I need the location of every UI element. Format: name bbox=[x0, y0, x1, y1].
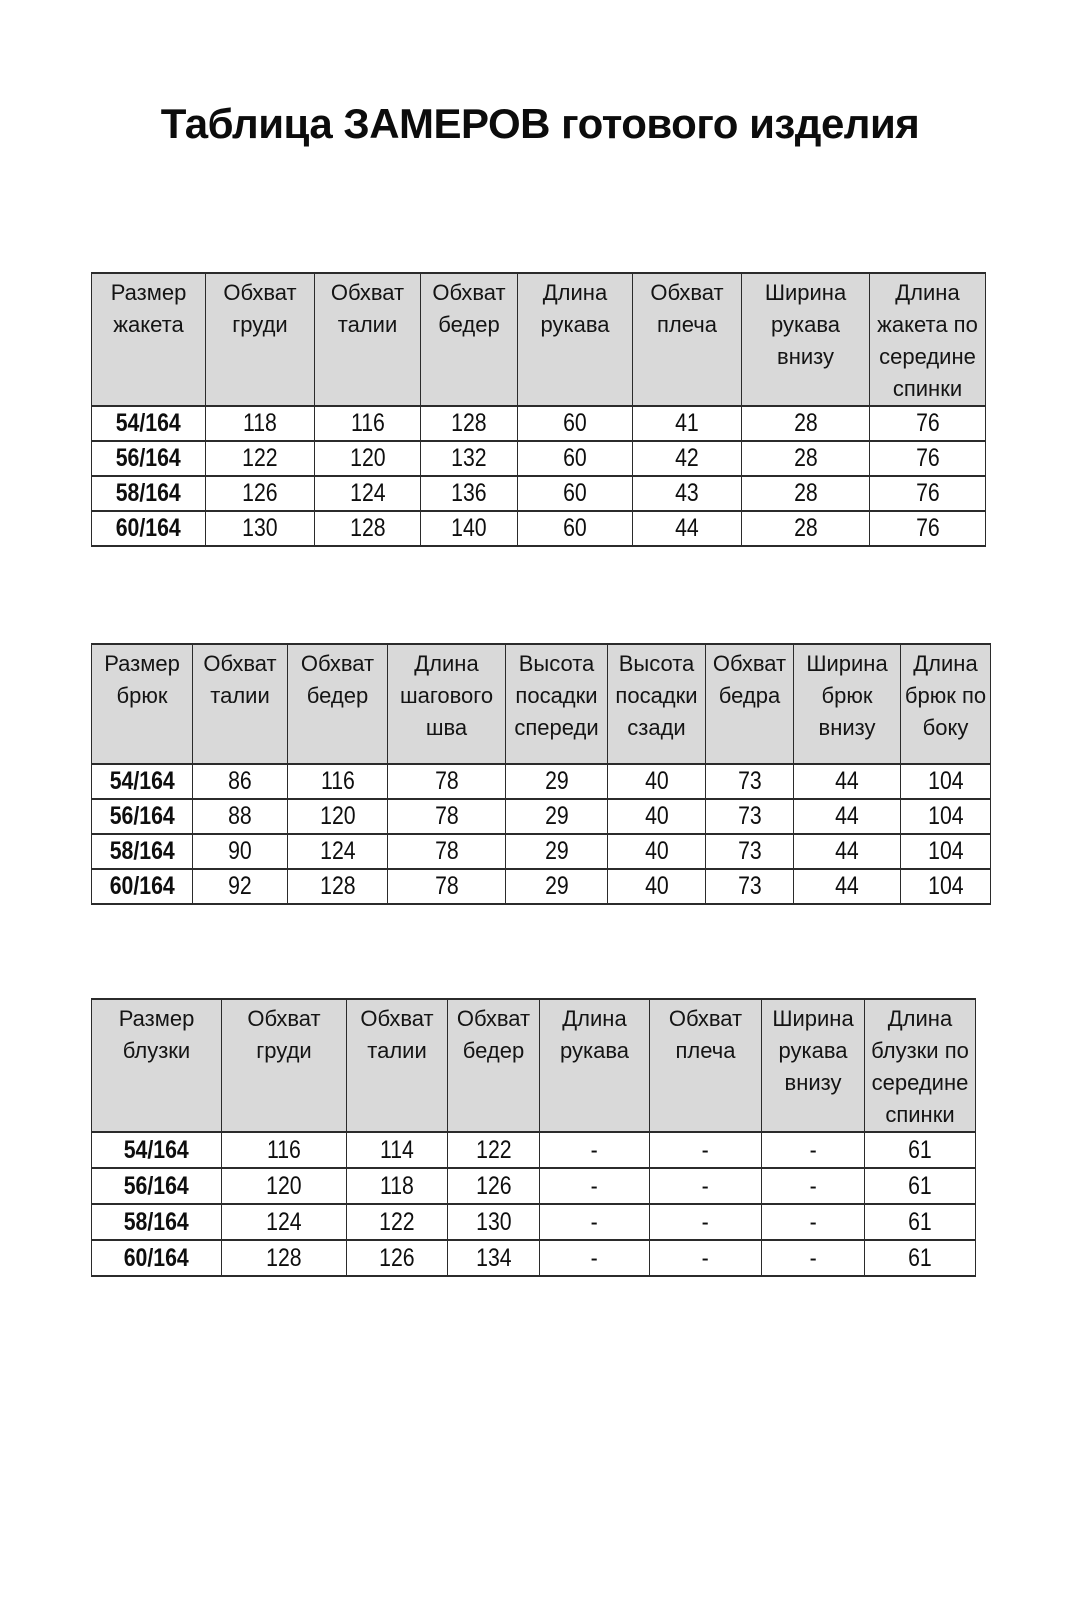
measurement-value: 28 bbox=[793, 479, 818, 507]
measurement-value: - bbox=[701, 1207, 710, 1236]
column-header: Обхват груди bbox=[206, 273, 315, 406]
value-cell bbox=[193, 764, 288, 799]
measurement-value: 29 bbox=[544, 872, 569, 900]
measurement-value: 120 bbox=[266, 1171, 302, 1200]
measurement-value: 128 bbox=[266, 1243, 302, 1272]
header-row bbox=[92, 999, 976, 1132]
value-cell bbox=[347, 1168, 448, 1204]
value-cell bbox=[421, 476, 518, 511]
value-cell bbox=[650, 1204, 762, 1240]
measurement-value: 60 bbox=[563, 409, 587, 437]
measurement-value: 128 bbox=[451, 409, 487, 437]
value-cell bbox=[865, 1240, 976, 1276]
measurement-value: 116 bbox=[320, 767, 355, 795]
measurement-value: 40 bbox=[644, 802, 669, 830]
measurement-value: 104 bbox=[927, 837, 964, 865]
table-row bbox=[92, 869, 991, 904]
size-cell bbox=[92, 869, 193, 904]
column-header: Длина рукава bbox=[518, 273, 633, 406]
measurement-value: 78 bbox=[434, 872, 459, 900]
value-cell bbox=[388, 799, 506, 834]
value-cell bbox=[633, 511, 742, 546]
measurement-value: 128 bbox=[319, 872, 356, 900]
value-cell bbox=[206, 406, 315, 441]
measurement-value: - bbox=[701, 1135, 710, 1164]
column-header: Обхват талии bbox=[315, 273, 421, 406]
value-cell bbox=[650, 1132, 762, 1168]
measurement-value: 126 bbox=[379, 1243, 415, 1272]
table-row bbox=[92, 406, 986, 441]
value-cell bbox=[421, 406, 518, 441]
value-cell bbox=[540, 1132, 650, 1168]
column-header: Размер жакета bbox=[92, 273, 206, 406]
value-cell bbox=[901, 869, 991, 904]
value-cell bbox=[901, 834, 991, 869]
measurement-value: 76 bbox=[915, 514, 940, 542]
column-header: Обхват талии bbox=[193, 644, 288, 764]
value-cell bbox=[315, 441, 421, 476]
table-row bbox=[92, 1240, 976, 1276]
value-cell bbox=[288, 869, 388, 904]
measurement-value: 73 bbox=[737, 802, 762, 830]
measurement-value: 73 bbox=[737, 767, 762, 795]
value-cell bbox=[506, 799, 608, 834]
size-cell bbox=[92, 1168, 222, 1204]
measurement-value: - bbox=[701, 1243, 710, 1272]
measurement-value: 73 bbox=[737, 872, 762, 900]
value-cell bbox=[794, 799, 901, 834]
column-header: Размер блузки bbox=[92, 999, 222, 1132]
measurement-value: 122 bbox=[242, 444, 278, 472]
value-cell bbox=[608, 834, 706, 869]
column-header: Обхват талии bbox=[347, 999, 448, 1132]
measurement-value: 78 bbox=[434, 767, 459, 795]
measurement-value: 104 bbox=[927, 872, 964, 900]
value-cell bbox=[742, 511, 870, 546]
value-cell bbox=[650, 1240, 762, 1276]
measurement-value: 40 bbox=[644, 872, 669, 900]
measurement-value: 130 bbox=[475, 1207, 512, 1236]
value-cell bbox=[448, 1168, 540, 1204]
value-cell bbox=[901, 799, 991, 834]
value-cell bbox=[794, 764, 901, 799]
measurement-value: 78 bbox=[434, 837, 459, 865]
value-cell bbox=[206, 511, 315, 546]
column-header: Обхват груди bbox=[222, 999, 347, 1132]
page-title: Таблица ЗАМЕРОВ готового изделия bbox=[160, 100, 920, 147]
value-cell bbox=[540, 1168, 650, 1204]
column-header: Длина блузки по середине спинки bbox=[865, 999, 976, 1132]
value-cell bbox=[518, 511, 633, 546]
value-cell bbox=[608, 799, 706, 834]
value-cell bbox=[870, 406, 986, 441]
size-cell bbox=[92, 799, 193, 834]
value-cell bbox=[288, 834, 388, 869]
value-cell bbox=[193, 834, 288, 869]
value-cell bbox=[865, 1168, 976, 1204]
value-cell bbox=[222, 1204, 347, 1240]
size-value: 54/164 bbox=[124, 1135, 189, 1164]
measurement-value: 44 bbox=[835, 872, 859, 900]
measurement-value: 140 bbox=[451, 514, 487, 542]
value-cell bbox=[315, 476, 421, 511]
column-header: Обхват плеча bbox=[633, 273, 742, 406]
value-cell bbox=[540, 1240, 650, 1276]
measurement-value: - bbox=[809, 1171, 817, 1200]
measurement-value: 130 bbox=[242, 514, 278, 542]
size-cell bbox=[92, 441, 206, 476]
table-row bbox=[92, 1132, 976, 1168]
column-header: Ширина рукава внизу bbox=[762, 999, 865, 1132]
size-value: 58/164 bbox=[116, 479, 181, 507]
value-cell bbox=[742, 406, 870, 441]
measurement-value: - bbox=[809, 1207, 817, 1236]
value-cell bbox=[421, 511, 518, 546]
size-value: 54/164 bbox=[116, 409, 181, 437]
measurement-value: 104 bbox=[927, 767, 964, 795]
measurement-value: 29 bbox=[544, 802, 569, 830]
value-cell bbox=[518, 441, 633, 476]
measurement-value: 61 bbox=[908, 1171, 932, 1200]
value-cell bbox=[633, 406, 742, 441]
value-cell bbox=[762, 1132, 865, 1168]
value-cell bbox=[633, 476, 742, 511]
value-cell bbox=[540, 1204, 650, 1240]
table-row bbox=[92, 441, 986, 476]
value-cell bbox=[870, 511, 986, 546]
table-row bbox=[92, 1204, 976, 1240]
value-cell bbox=[706, 764, 794, 799]
value-cell bbox=[762, 1204, 865, 1240]
measurement-value: 44 bbox=[835, 802, 859, 830]
value-cell bbox=[742, 476, 870, 511]
measurement-value: 134 bbox=[475, 1243, 512, 1272]
measurement-value: 92 bbox=[228, 872, 252, 900]
measurement-value: 118 bbox=[243, 409, 277, 437]
value-cell bbox=[315, 511, 421, 546]
measurement-value: - bbox=[590, 1243, 599, 1272]
measurement-value: 60 bbox=[563, 444, 587, 472]
measurement-value: 122 bbox=[475, 1135, 512, 1164]
size-cell bbox=[92, 834, 193, 869]
value-cell bbox=[608, 764, 706, 799]
measurement-value: 104 bbox=[927, 802, 964, 830]
table-row bbox=[92, 511, 986, 546]
size-cell bbox=[92, 1132, 222, 1168]
measurement-value: - bbox=[701, 1171, 710, 1200]
value-cell bbox=[794, 869, 901, 904]
measurement-value: 76 bbox=[915, 444, 940, 472]
value-cell bbox=[206, 441, 315, 476]
measurement-value: 42 bbox=[675, 444, 699, 472]
column-header: Длина брюк по боку bbox=[901, 644, 991, 764]
measurement-value: 29 bbox=[544, 767, 569, 795]
value-cell bbox=[193, 869, 288, 904]
measurement-value: 60 bbox=[563, 514, 587, 542]
value-cell bbox=[347, 1204, 448, 1240]
value-cell bbox=[448, 1204, 540, 1240]
column-header: Обхват бедра bbox=[706, 644, 794, 764]
measurement-value: - bbox=[809, 1243, 817, 1272]
measurement-value: 124 bbox=[266, 1207, 302, 1236]
size-value: 60/164 bbox=[109, 872, 175, 900]
measurement-value: 61 bbox=[908, 1207, 932, 1236]
value-cell bbox=[222, 1240, 347, 1276]
value-cell bbox=[388, 834, 506, 869]
size-value: 56/164 bbox=[109, 802, 175, 830]
measurement-value: 61 bbox=[908, 1243, 932, 1272]
measurement-value: - bbox=[590, 1207, 599, 1236]
measurement-value: 120 bbox=[319, 802, 356, 830]
value-cell bbox=[448, 1132, 540, 1168]
value-cell bbox=[193, 799, 288, 834]
measurement-value: 118 bbox=[380, 1171, 414, 1200]
table-row bbox=[92, 764, 991, 799]
value-cell bbox=[794, 834, 901, 869]
column-header: Обхват плеча bbox=[650, 999, 762, 1132]
size-value: 54/164 bbox=[109, 767, 175, 795]
measurement-value: 44 bbox=[835, 767, 859, 795]
measurement-value: 44 bbox=[675, 514, 699, 542]
value-cell bbox=[518, 406, 633, 441]
size-cell bbox=[92, 764, 193, 799]
value-cell bbox=[448, 1240, 540, 1276]
size-cell bbox=[92, 476, 206, 511]
size-cell bbox=[92, 406, 206, 441]
measurement-value: 122 bbox=[379, 1207, 415, 1236]
value-cell bbox=[388, 764, 506, 799]
value-cell bbox=[742, 441, 870, 476]
size-value: 56/164 bbox=[116, 444, 181, 472]
measurement-value: 116 bbox=[350, 409, 385, 437]
value-cell bbox=[315, 406, 421, 441]
value-cell bbox=[518, 476, 633, 511]
measurement-value: - bbox=[590, 1135, 599, 1164]
blouse-measurements-table bbox=[91, 998, 976, 1277]
column-header: Обхват бедер bbox=[421, 273, 518, 406]
value-cell bbox=[762, 1168, 865, 1204]
size-cell bbox=[92, 511, 206, 546]
table-row bbox=[92, 476, 986, 511]
measurement-value: 28 bbox=[793, 444, 818, 472]
header-row bbox=[92, 273, 986, 406]
table-row bbox=[92, 834, 991, 869]
value-cell bbox=[865, 1204, 976, 1240]
value-cell bbox=[206, 476, 315, 511]
measurement-value: 29 bbox=[544, 837, 569, 865]
measurement-value: 43 bbox=[675, 479, 699, 507]
measurement-value: 116 bbox=[267, 1135, 301, 1164]
size-value: 60/164 bbox=[116, 514, 181, 542]
column-header: Длина жакета по середине спинки bbox=[870, 273, 986, 406]
value-cell bbox=[288, 799, 388, 834]
value-cell bbox=[506, 764, 608, 799]
measurement-value: 126 bbox=[242, 479, 278, 507]
column-header: Длина шагового шва bbox=[388, 644, 506, 764]
measurement-value: 120 bbox=[349, 444, 386, 472]
size-value: 56/164 bbox=[124, 1171, 189, 1200]
jacket-measurements-table bbox=[91, 272, 986, 547]
value-cell bbox=[347, 1240, 448, 1276]
measurement-value: - bbox=[590, 1171, 599, 1200]
value-cell bbox=[633, 441, 742, 476]
size-value: 58/164 bbox=[109, 837, 175, 865]
measurement-value: 86 bbox=[228, 767, 252, 795]
measurement-value: 40 bbox=[644, 837, 669, 865]
header-row bbox=[92, 644, 991, 764]
size-value: 58/164 bbox=[124, 1207, 189, 1236]
value-cell bbox=[870, 476, 986, 511]
column-header: Ширина рукава внизу bbox=[742, 273, 870, 406]
value-cell bbox=[421, 441, 518, 476]
measurement-value: 40 bbox=[644, 767, 669, 795]
measurement-value: 90 bbox=[228, 837, 252, 865]
measurement-value: 88 bbox=[228, 802, 252, 830]
trousers-measurements-table bbox=[91, 643, 991, 905]
value-cell bbox=[608, 869, 706, 904]
measurement-value: 44 bbox=[835, 837, 859, 865]
column-header: Высота посадки спереди bbox=[506, 644, 608, 764]
value-cell bbox=[506, 834, 608, 869]
value-cell bbox=[222, 1132, 347, 1168]
value-cell bbox=[762, 1240, 865, 1276]
measurement-value: 124 bbox=[319, 837, 356, 865]
measurement-value: 78 bbox=[434, 802, 459, 830]
column-header: Обхват бедер bbox=[448, 999, 540, 1132]
value-cell bbox=[506, 869, 608, 904]
table-row bbox=[92, 1168, 976, 1204]
measurement-value: 73 bbox=[737, 837, 762, 865]
size-cell bbox=[92, 1240, 222, 1276]
value-cell bbox=[706, 799, 794, 834]
value-cell bbox=[650, 1168, 762, 1204]
measurement-value: 128 bbox=[349, 514, 386, 542]
measurement-value: 41 bbox=[675, 409, 699, 437]
measurement-value: 126 bbox=[475, 1171, 512, 1200]
measurement-value: 114 bbox=[380, 1135, 414, 1164]
column-header: Размер брюк bbox=[92, 644, 193, 764]
value-cell bbox=[288, 764, 388, 799]
value-cell bbox=[388, 869, 506, 904]
size-cell bbox=[92, 1204, 222, 1240]
measurement-value: 136 bbox=[451, 479, 487, 507]
measurement-value: 76 bbox=[915, 409, 940, 437]
measurement-value: 132 bbox=[451, 444, 487, 472]
value-cell bbox=[706, 869, 794, 904]
value-cell bbox=[865, 1132, 976, 1168]
value-cell bbox=[901, 764, 991, 799]
value-cell bbox=[706, 834, 794, 869]
measurement-value: 60 bbox=[563, 479, 587, 507]
table-row bbox=[92, 799, 991, 834]
value-cell bbox=[347, 1132, 448, 1168]
measurement-value: 124 bbox=[349, 479, 386, 507]
column-header: Обхват бедер bbox=[288, 644, 388, 764]
column-header: Ширина брюк внизу bbox=[794, 644, 901, 764]
column-header: Высота посадки сзади bbox=[608, 644, 706, 764]
measurement-value: 28 bbox=[793, 514, 818, 542]
value-cell bbox=[870, 441, 986, 476]
measurement-value: 61 bbox=[908, 1135, 932, 1164]
measurement-value: 76 bbox=[915, 479, 940, 507]
size-value: 60/164 bbox=[124, 1243, 189, 1272]
value-cell bbox=[222, 1168, 347, 1204]
measurement-value: 28 bbox=[793, 409, 818, 437]
measurement-value: - bbox=[809, 1135, 817, 1164]
column-header: Длина рукава bbox=[540, 999, 650, 1132]
